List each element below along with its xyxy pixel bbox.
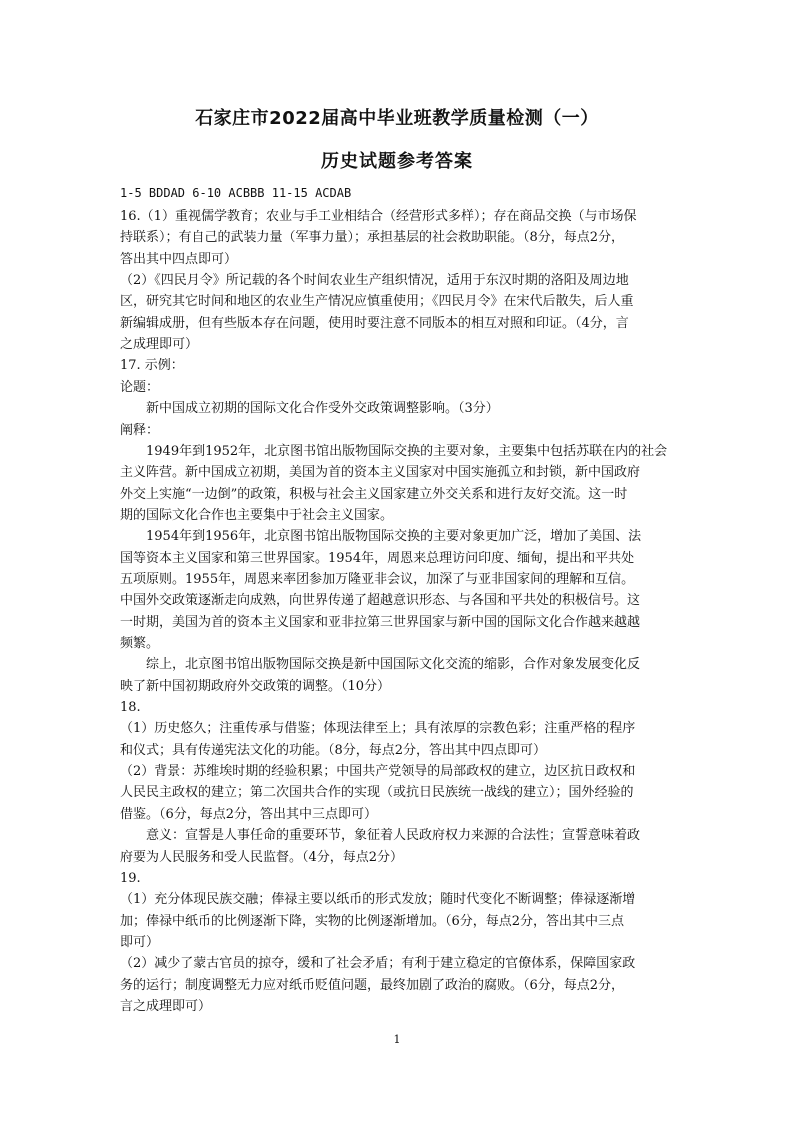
answer-line: 19. xyxy=(120,870,141,886)
answer-line: 答出其中四点即可） xyxy=(120,251,238,267)
answer-line: 之成理即可） xyxy=(120,337,199,353)
answer-line: 一时期，美国为首的资本主义国家和亚非拉第三世界国家与新中国的国际文化合作越来越越 xyxy=(120,614,641,630)
answer-line: 言之成理即可） xyxy=(120,998,212,1014)
answer-line: 论题： xyxy=(120,379,160,395)
answer-line: 阐释： xyxy=(120,422,160,438)
answer-line: 加；俸禄中纸币的比例逐渐下降，实物的比例逐渐增加。（6分，每点2分，答出其中三点 xyxy=(120,913,625,929)
answer-line: 1954年到1956年，北京图书馆出版物国际交换的主要对象更加广泛，增加了美国、法 xyxy=(120,529,642,545)
answer-line: （2）《四民月令》所记载的各个时间农业生产组织情况，适用于东汉时期的洛阳及周边地 xyxy=(120,273,629,289)
answer-line: 新中国成立初期的国际文化合作受外交政策调整影响。（3分） xyxy=(120,401,499,417)
answer-line: （1）历史悠久；注重传承与借鉴；体现法律至上；具有浓厚的宗教色彩；注重严格的程序 xyxy=(120,721,636,737)
answer-line: 借鉴。（6分，每点2分，答出其中三点即可） xyxy=(120,806,378,822)
answer-line: 国等资本主义国家和第三世界国家。1954年，周恩来总理访问印度、缅甸，提出和平共处 xyxy=(120,550,635,566)
answer-line: 新编辑成册，但有些版本存在问题，使用时要注意不同版本的相互对照和印证。（4分，言 xyxy=(120,315,629,331)
answer-line: （2）背景：苏维埃时期的经验积累；中国共产党领导的局部政权的建立，边区抗日政权和 xyxy=(120,764,636,780)
answer-line: 区，研究其它时间和地区的农业生产情况应慎重使用；《四民月令》在宋代后散失，后人重 xyxy=(120,294,634,310)
answer-line: 外交上实施“一边倒”的政策，积极与社会主义国家建立外交关系和进行友好交流。这一时 xyxy=(120,486,628,502)
answer-line: 频繁。 xyxy=(120,636,160,651)
answer-line: 和仪式；具有传递宪法文化的功能。（8分，每点2分，答出其中四点即可） xyxy=(120,742,547,758)
answer-line: 期的国际文化合作也主要集中于社会主义国家。 xyxy=(120,507,394,523)
page-number: 1 xyxy=(393,1033,401,1046)
answer-line: 意义：宣誓是人事任命的重要环节，象征着人民政府权力来源的合法性；宣誓意味着政 xyxy=(120,828,641,844)
answer-line: 主义阵营。新中国成立初期，美国为首的资本主义国家对中国实施孤立和封锁，新中国政府 xyxy=(120,465,641,481)
answer-line: 府要为人民服务和受人民监督。（4分，每点2分） xyxy=(120,849,404,865)
answer-line: 人民民主政权的建立；第二次国共合作的实现（或抗日民族统一战线的建立）；国外经验的 xyxy=(120,785,634,801)
answer-line: 即可） xyxy=(120,934,160,950)
answer-line: 务的运行；制度调整无力应对纸币贬值问题，最终加剧了政治的腐败。（6分，每点2分， xyxy=(120,977,625,993)
answer-line: 五项原则。1955年，周恩来率团参加万隆亚非会议，加深了与亚非国家间的理解和互信。 xyxy=(120,571,635,587)
answer-line: 映了新中国初期政府外交政策的调整。（10分） xyxy=(120,678,391,694)
answer-line: 1949年到1952年，北京图书馆出版物国际交换的主要对象，主要集中包括苏联在内的社会 xyxy=(120,443,668,459)
answer-line: 16.（1）重视儒学教育；农业与手工业相结合（经营形式多样）；存在商品交换（与市场保 xyxy=(120,209,637,224)
answer-line: （2）减少了蒙古官员的掠夺，缓和了社会矛盾；有利于建立稳定的官僚体系，保障国家政 xyxy=(120,956,636,972)
answer-line: 中国外交政策逐渐走向成熟，向世界传递了超越意识形态、与各国和平共处的积极信号。这 xyxy=(120,593,641,609)
page-subtitle: 历史试题参考答案 xyxy=(321,151,473,172)
answer-line: （1）充分体现民族交融；俸禄主要以纸币的形式发放；随时代变化不断调整；俸禄逐渐增 xyxy=(120,892,636,908)
answer-line: 18. xyxy=(120,700,141,716)
page-title: 石家庄市2022届高中毕业班教学质量检测（一） xyxy=(195,108,599,129)
answer-line: 综上，北京图书馆出版物国际交换是新中国国际文化交流的缩影，合作对象发展变化反 xyxy=(120,657,641,673)
choice-answers: 1-5 BDDAD 6-10 ACBBB 11-15 ACDAB xyxy=(120,186,352,200)
answer-line: 持联系）；有自己的武装力量（军事力量）；承担基层的社会救助职能。（8分，每点2分， xyxy=(120,230,625,246)
answer-line: 17. 示例： xyxy=(120,358,184,374)
